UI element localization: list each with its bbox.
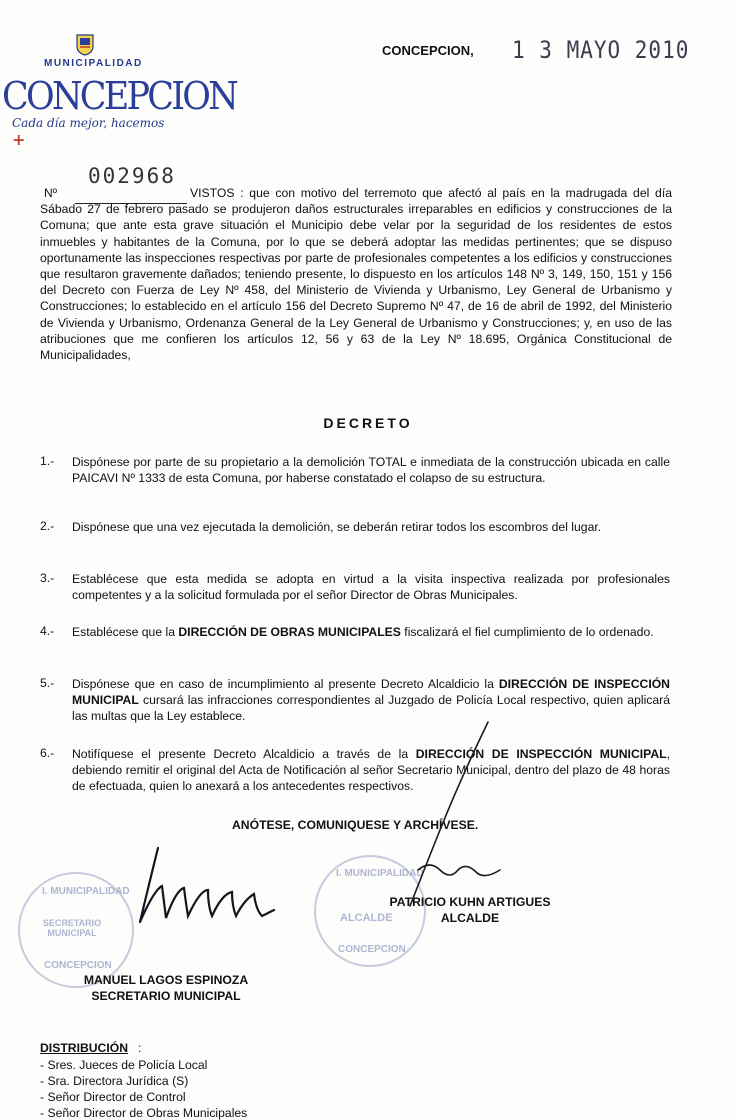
item-number: 2.- [40, 519, 55, 533]
stamp-text: I. MUNICIPALIDAD [42, 886, 130, 897]
distribution-title: DISTRIBUCIÓN [40, 1041, 129, 1055]
decree-item: Establécese que esta medida se adopta en virtud a la visita inspectiva realizada por profesionales competentes y a la solicitud formulada por el señor Director de Obras Municipales. [72, 572, 670, 603]
logo-slogan: Cada día mejor, hacemos + [12, 116, 165, 149]
stamp-text: ALCALDE [340, 912, 393, 924]
item-number: 3.- [40, 571, 55, 585]
mayor-name: PATRICIO KUHN ARTIGUES [389, 895, 551, 909]
decree-item: Establécese que la DIRECCIÓN DE OBRAS MUNICIPALES fiscalizará el fiel cumplimiento de lo ordenado. [72, 625, 654, 639]
municipality-logo [0, 30, 237, 149]
logo-name: CONCEPCION [2, 74, 237, 118]
logo-top-text: MUNICIPALIDAD [44, 58, 143, 69]
stamp-text: CONCEPCION [44, 960, 112, 971]
secretary-title: SECRETARIO MUNICIPAL [91, 989, 241, 1003]
secretary-signature [128, 840, 288, 940]
item-number: 4.- [40, 624, 55, 638]
vistos-paragraph: VISTOS : que con motivo del terremoto que afectó al país en la madrugada del día Sábado 27 de febrero pasado se produjeron daños estructurales irreparables en edificios y construcciones de la Comuna; que ante esta grave situación el Municipio debe velar por la seguridad de los residentes de estos inmuebles y habitantes de la Comuna, por lo que se deberá adoptar las medidas pertinentes; que se dispuso oportunamente las inspecciones respectivas por parte de profesionales competentes a los edificios y construcciones que resultaron gravemente dañados; teniendo presente, lo dispuesto en los artículos 148 Nº 3, 149, 150, 151 y 156 del Decreto con Fuerza de Ley Nº 458, del Ministerio de Vivienda y Urbanismo, Ley General de Urbanismo y Construcciones; lo establecido en el artículo 156 del Decreto Supremo Nº 47, de 16 de abril de 1992, del Ministerio de Vivienda y Urbanismo, Ordenanza General de la Ley General de Urbanismo y Construcciones; y, en uso de las atribuciones que me confieren los artículos 12, 56 y 63 de la Ley Nº 18.695, Orgánica Constitucional de Municipalidades, [40, 186, 672, 363]
decree-item: Dispónese por parte de su propietario a la demolición TOTAL e inmediata de la construcción ubicada en calle PAICAVI Nº 1333 de esta Comuna, por haberse constatado el colapso de su estructura. [72, 455, 670, 486]
closing-formula: ANÓTESE, COMUNIQUESE Y ARCHÍVESE. [232, 818, 479, 832]
item-number: 6.- [40, 746, 55, 760]
distribution-colon: : [138, 1041, 142, 1055]
item-number: 5.- [40, 676, 55, 690]
decree-item: Dispónese que en caso de incumplimiento al presente Decreto Alcaldicio la DIRECCIÓN DE INSPECCIÓN MUNICIPAL cursará las infracciones correspondientes al Juzgado de Policía Local respectivo, quien aplicará las multas que la Ley establece. [72, 677, 670, 724]
distribution-item: - Señor Director de Obras Municipales [40, 1106, 248, 1120]
coat-of-arms-icon [76, 34, 94, 56]
decree-number-value: 002968 [88, 164, 176, 188]
distribution-item: - Señor Director de Control [40, 1090, 186, 1104]
city-label: CONCEPCION, [382, 43, 474, 58]
secretary-name: MANUEL LAGOS ESPINOZA [83, 973, 249, 987]
distribution-item: - Sres. Jueces de Policía Local [40, 1058, 208, 1072]
decree-item: Notifíquese el presente Decreto Alcaldicio a través de la DIRECCIÓN DE INSPECCIÓN MUNICIPAL, debiendo remitir el original del Acta de Notificación al señor Secretario Municipal, dentro del plazo de 48 horas de efectuada, quien lo anexará a los antecedentes respectivos. [72, 747, 670, 794]
stamp-text: CONCEPCION [338, 944, 406, 955]
stamp-text: SECRETARIO MUNICIPAL [42, 918, 102, 938]
item-number: 1.- [40, 454, 55, 468]
mayor-signature [360, 720, 510, 910]
decree-number-label: Nº [44, 186, 58, 200]
decree-item: Dispónese que una vez ejecutada la demolición, se deberán retirar todos los escombros del lugar. [72, 520, 602, 534]
date-stamp: 1 3 MAYO 2010 [512, 36, 690, 64]
stamp-text: I. MUNICIPALIDAD [336, 868, 424, 879]
mayor-title: ALCALDE [440, 911, 500, 925]
plus-icon: + [12, 130, 26, 149]
decree-title: DECRETO [323, 415, 413, 431]
distribution-item: - Sra. Directora Jurídica (S) [40, 1074, 189, 1088]
